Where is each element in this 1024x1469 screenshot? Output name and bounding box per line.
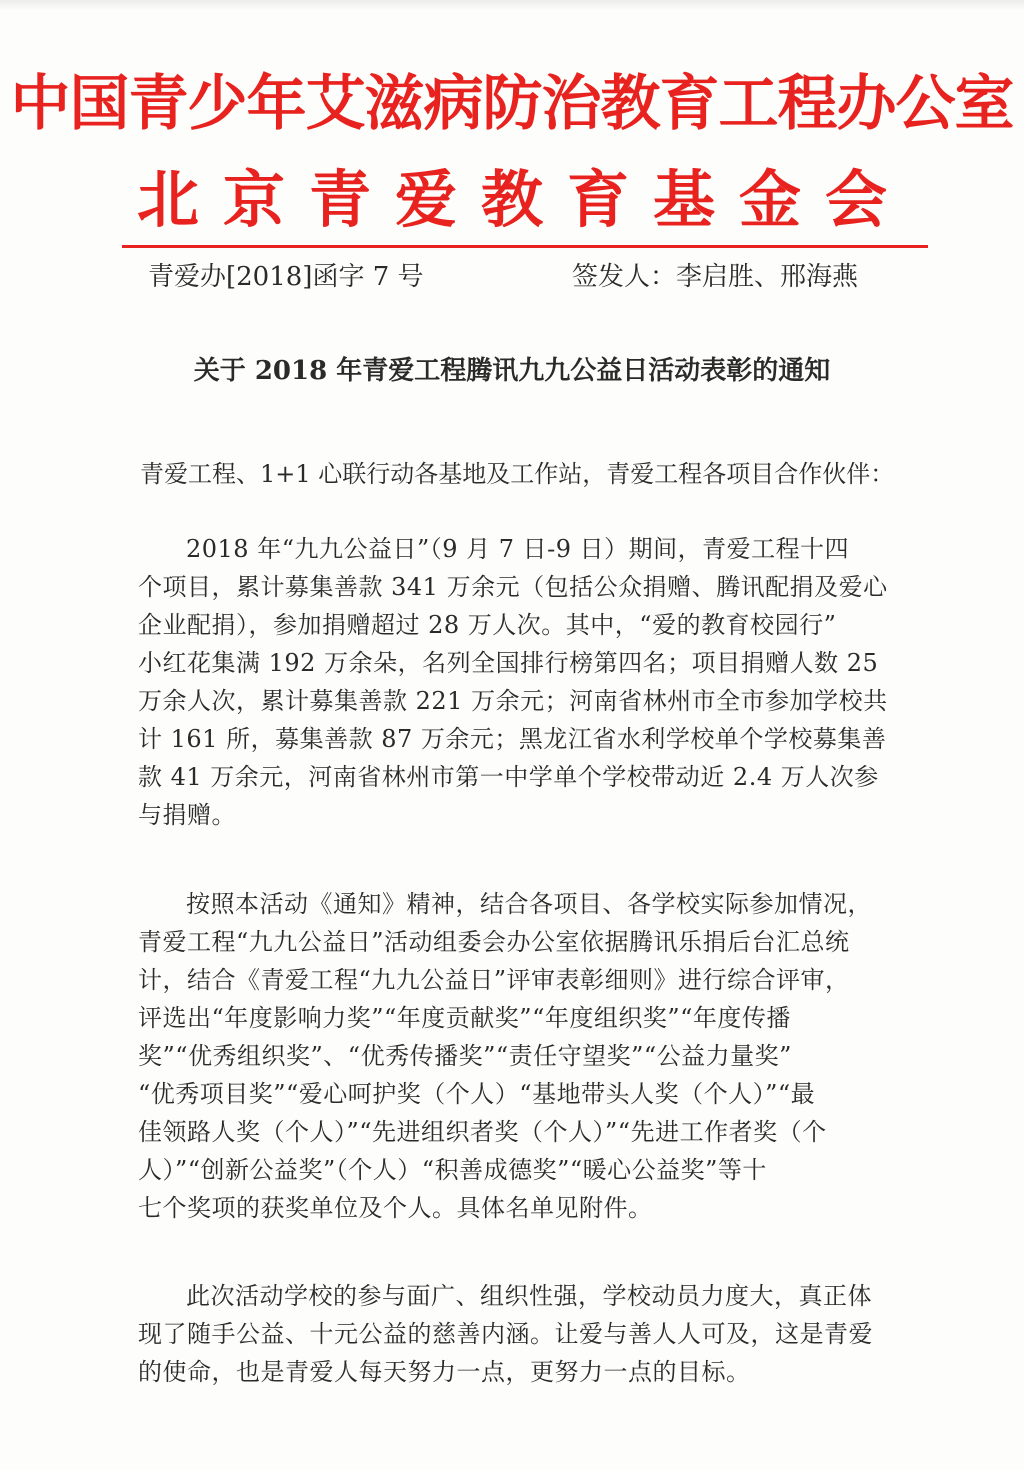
paragraph-1 [138, 530, 898, 834]
paragraph-line: 万余人次，累计募集善款 221 万余元；河南省林州市全市参加学校共 [138, 687, 888, 715]
paragraph-line: 企业配捐），参加捐赠超过 28 万人次。其中，“爱的教育校园行” [138, 611, 837, 639]
document-number: 青爱办[2018]函字 7 号 [148, 262, 424, 292]
paragraph-line: 计 161 所，募集善款 87 万余元；黑龙江省水利学校单个学校募集善 [138, 725, 887, 753]
letterhead-divider [122, 245, 928, 248]
paragraph-line: 按照本活动《通知》精神，结合各项目、各学校实际参加情况， [186, 890, 872, 918]
paragraph-line: 款 41 万余元，河南省林州市第一中学单个学校带动近 2.4 万人次参 [138, 763, 879, 791]
letterhead-office-name: 中国青少年艾滋病防治教育工程办公室 [10, 69, 1014, 139]
paragraph-line: 计，结合《青爱工程“九九公益日”评审表彰细则》进行综合评审， [138, 966, 850, 994]
issuer-signature: 签发人：李启胜、邢海燕 [572, 262, 859, 292]
scan-edge-shadow [0, 0, 1024, 10]
paragraph-line: 个项目，累计募集善款 341 万余元（包括公众捐赠、腾讯配捐及爱心 [138, 573, 888, 601]
letterhead-foundation-name: 北京青爱教育基金会 [136, 163, 911, 236]
paragraph-3 [138, 1277, 898, 1391]
paragraph-line: “优秀项目奖”“爱心呵护奖（个人）“基地带头人奖（个人）”“最 [138, 1080, 816, 1108]
paragraph-line: 与捐赠。 [138, 801, 236, 829]
paragraph-line: 现了随手公益、十元公益的慈善内涵。让爱与善人人可及，这是青爱 [138, 1320, 873, 1348]
paragraph-line: 七个奖项的获奖单位及个人。具体名单见附件。 [138, 1194, 653, 1222]
paragraph-line: 的使命，也是青爱人每天努力一点，更努力一点的目标。 [138, 1358, 751, 1386]
paragraph-line: 评选出“年度影响力奖”“年度贡献奖”“年度组织奖”“年度传播 [138, 1004, 791, 1032]
paragraph-line: 奖”“优秀组织奖”、“优秀传播奖”“责任守望奖”“公益力量奖” [138, 1042, 792, 1070]
salutation: 青爱工程、1+1 心联行动各基地及工作站，青爱工程各项目合作伙伴： [140, 460, 895, 488]
paragraph-line: 人）”“创新公益奖”（个人）“积善成德奖”“暖心公益奖”等十 [138, 1156, 767, 1184]
paragraph-line: 佳领路人奖（个人）”“先进组织者奖（个人）”“先进工作者奖（个 [138, 1118, 827, 1146]
paragraph-line: 2018 年“九九公益日”（9 月 7 日-9 日）期间，青爱工程十四 [186, 535, 850, 563]
paragraph-line: 青爱工程“九九公益日”活动组委会办公室依据腾讯乐捐后台汇总统 [138, 928, 850, 956]
notice-title: 关于 2018 年青爱工程腾讯九九公益日活动表彰的通知 [193, 356, 831, 386]
paragraph-line: 小红花集满 192 万余朵，名列全国排行榜第四名；项目捐赠人数 25 [138, 649, 879, 677]
paragraph-line: 此次活动学校的参与面广、组织性强，学校动员力度大，真正体 [186, 1282, 872, 1310]
paragraph-2 [138, 885, 898, 1227]
